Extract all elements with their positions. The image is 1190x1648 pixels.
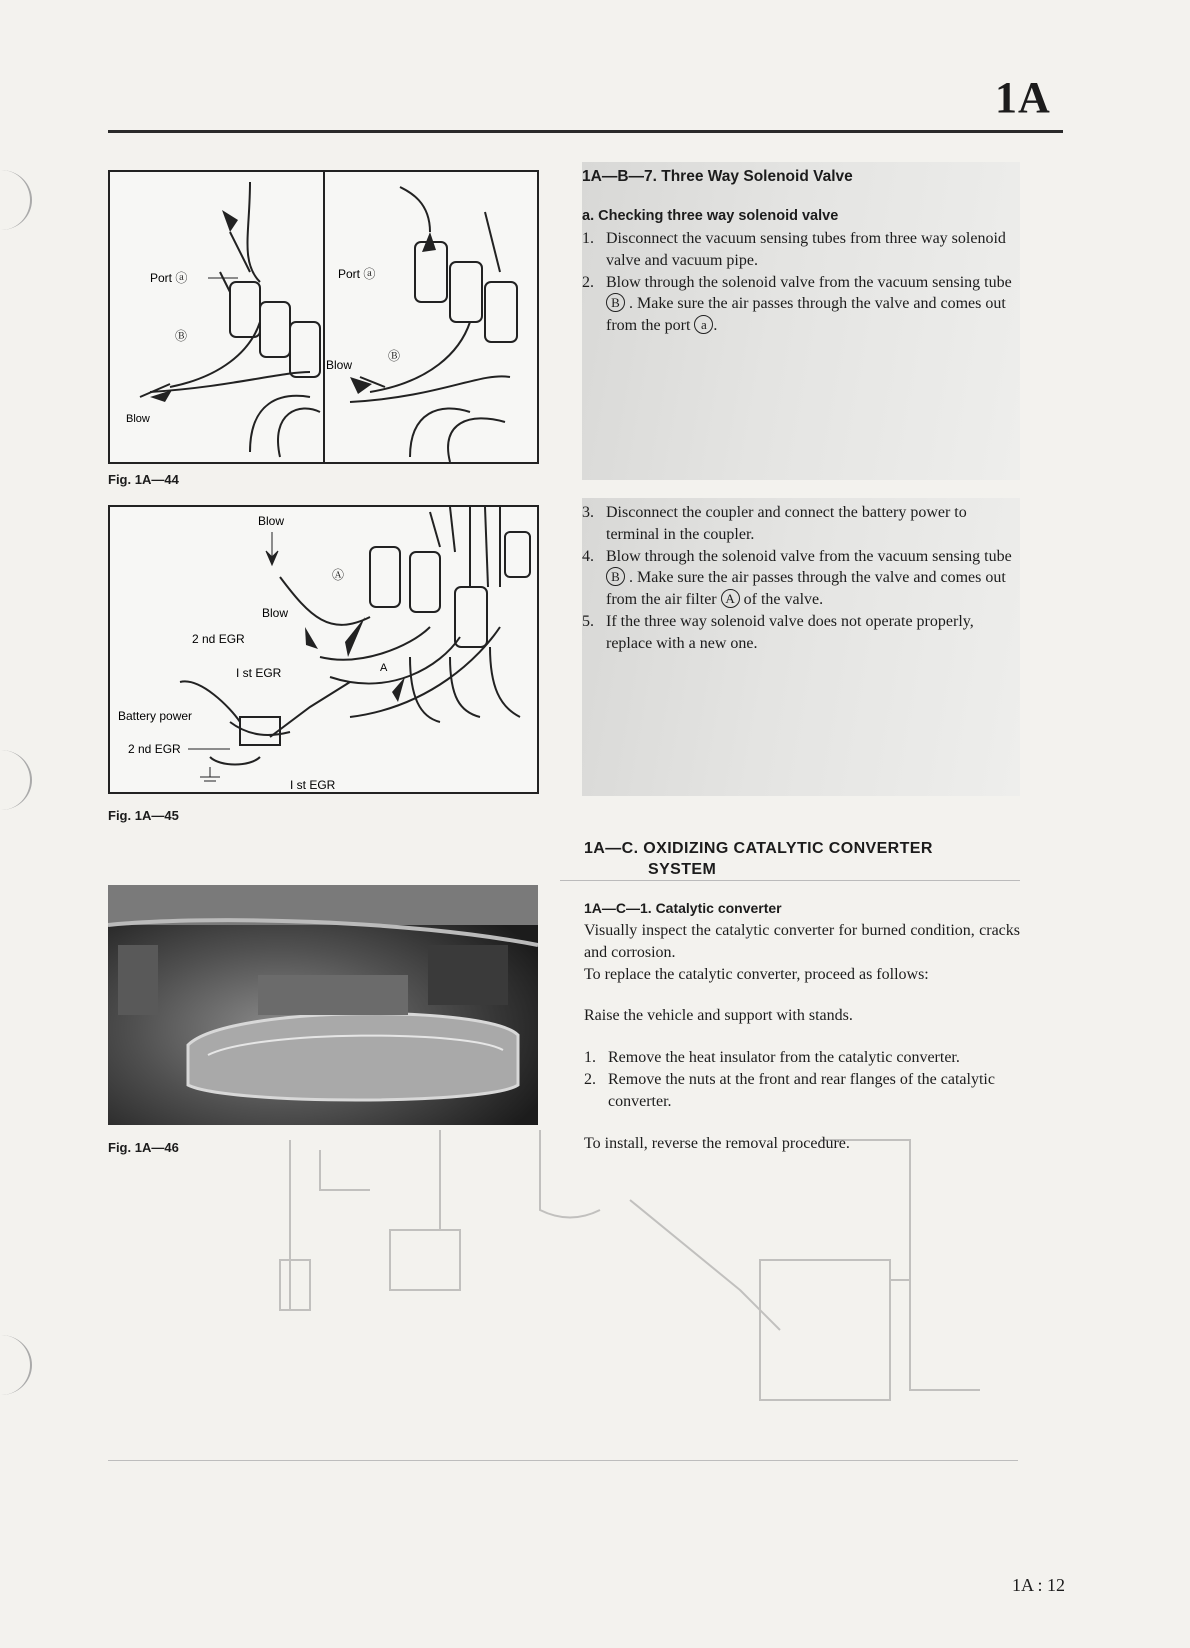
circled-letter: B (606, 293, 625, 312)
step-list (582, 228, 1016, 337)
list-item: 2. Remove the nuts at the front and rear flanges of the catalytic converter. (584, 1070, 995, 1110)
figure-1a-45 (108, 505, 539, 794)
paragraph: To replace the catalytic converter, proceed as follows: (584, 965, 929, 983)
figure-1a-46-photo (108, 885, 538, 1125)
egr-label: 2 nd EGR (192, 632, 245, 646)
page-frame-line (108, 1460, 1018, 1461)
list-item: 5. If the three way solenoid valve does not operate properly, replace with a new one. (582, 612, 974, 652)
figure-caption: Fig. 1A—46 (108, 1140, 179, 1155)
ground-icon (200, 767, 220, 781)
paragraph: Raise the vehicle and support with stands. (584, 1007, 853, 1025)
egr-label: 2 nd EGR (128, 742, 181, 756)
background-schematic (260, 1110, 1020, 1450)
binder-hole (0, 170, 32, 230)
tube-b-label: Ⓑ (388, 349, 401, 363)
section-title: 1A—C. OXIDIZING CATALYTIC CONVERTER (584, 840, 933, 857)
binder-hole (0, 1335, 32, 1395)
paragraph: To install, reverse the removal procedure. (584, 1134, 850, 1152)
section-panel-steps (582, 498, 1020, 796)
section-underline (560, 880, 1020, 881)
list-item: 1. Disconnect the vacuum sensing tubes from three way solenoid valve and vacuum pipe. (582, 230, 1006, 269)
blow-label: Blow (326, 358, 353, 372)
circled-letter: A (721, 589, 740, 608)
figure-1a-44 (108, 170, 539, 464)
blow-label: Blow (262, 606, 289, 620)
page-number: 1A : 12 (1011, 1575, 1065, 1595)
list-item: 4. Blow through the solenoid valve from the vacuum sensing tube B . Make sure the air passes through the valve and comes out from the air filter A of the valve. (582, 547, 1012, 609)
catalytic-converter-photo (108, 885, 538, 1125)
subsection-title: a. Checking three way solenoid valve (582, 208, 839, 224)
filter-a-label: Ⓐ (332, 568, 345, 582)
arrow-icon (266, 532, 278, 565)
arrow-icon (222, 210, 238, 232)
egr-label: I st EGR (290, 778, 336, 792)
arrow-icon (305, 627, 318, 649)
solenoid-valve-diagram (110, 172, 537, 462)
section-marker: 1A (995, 73, 1051, 122)
list-item: 2. Blow through the solenoid valve from the vacuum sensing tube B . Make sure the air passes through the valve and comes out from the port a . (582, 273, 1012, 335)
header-rule (108, 130, 1063, 133)
figure-caption: Fig. 1A—44 (108, 472, 179, 487)
port-a-label: Port ⓐ (338, 267, 376, 281)
step-list (584, 1047, 1020, 1112)
egr-label: I st EGR (236, 666, 282, 680)
section-title: 1A—B—7. Three Way Solenoid Valve (582, 168, 853, 185)
binder-hole (0, 750, 32, 810)
blow-label: Blow (126, 413, 150, 425)
list-item: 3. Disconnect the coupler and connect the battery power to terminal in the coupler. (582, 504, 967, 543)
tube-b-label: Ⓑ (175, 329, 188, 343)
filter-a-label: A (380, 662, 388, 674)
circled-letter: a (694, 315, 713, 334)
section-title-cont: SYSTEM (648, 861, 717, 878)
paragraph: Visually inspect the catalytic converter for burned condition, cracks and corrosion. (584, 922, 1020, 961)
section-panel-c (584, 900, 1020, 1154)
list-item: 1. Remove the heat insulator from the catalytic converter. (584, 1049, 960, 1067)
egr-wiring-diagram (110, 507, 537, 792)
section-panel-b7 (582, 162, 1020, 480)
step-list (582, 502, 1016, 655)
battery-label: Battery power (118, 709, 193, 723)
figure-caption: Fig. 1A—45 (108, 808, 179, 823)
port-a-label: Port ⓐ (150, 271, 188, 285)
subsection-title: 1A—C—1. Catalytic converter (584, 900, 782, 916)
circled-letter: B (606, 567, 625, 586)
blow-label: Blow (258, 514, 285, 528)
